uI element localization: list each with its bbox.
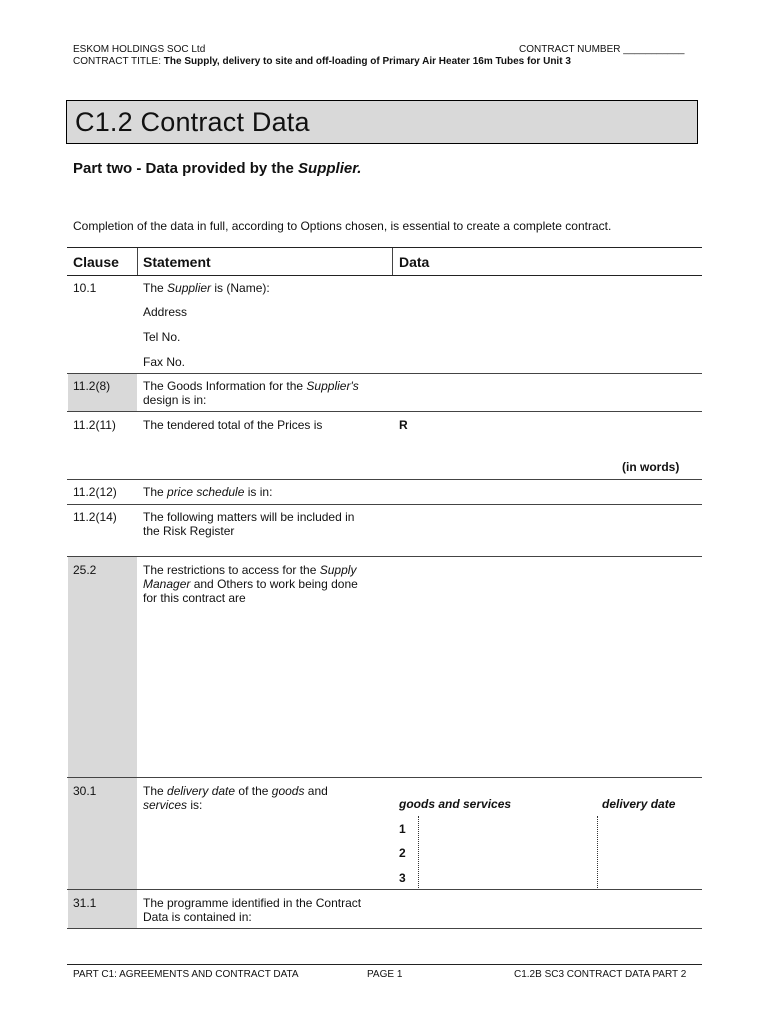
statement-tendered-total: The tendered total of the Prices is xyxy=(143,418,323,432)
text: The programme identified in the Contract xyxy=(143,896,362,910)
row-rule xyxy=(67,479,702,480)
text: The xyxy=(143,281,168,295)
header-divider-2 xyxy=(392,248,393,275)
delivery-col-divider xyxy=(418,816,419,888)
subtitle-prefix: Part two - Data provided by the xyxy=(73,160,299,177)
row-rule xyxy=(67,556,702,557)
company-name: ESKOM HOLDINGS SOC Ltd xyxy=(73,44,206,55)
statement-goods-information xyxy=(143,379,383,407)
text-italic: services xyxy=(143,798,188,812)
text: and xyxy=(304,784,328,798)
text: for this contract are xyxy=(143,591,246,605)
text: The xyxy=(143,784,168,798)
contract-number-label: CONTRACT NUMBER ___________ xyxy=(519,44,685,55)
row-rule xyxy=(67,411,702,412)
contract-title-value: The Supply, delivery to site and off-loading of Primary Air Heater 16m Tubes for Unit 3 xyxy=(163,56,571,67)
statement-supplier-name xyxy=(143,281,270,295)
text: the Risk Register xyxy=(143,524,235,538)
text-italic: Supply xyxy=(319,563,357,577)
clause-25-2: 25.2 xyxy=(73,563,97,577)
text: and Others to work being done xyxy=(190,577,358,591)
text: The xyxy=(143,485,168,499)
table-header-rule xyxy=(67,275,702,276)
text-italic: Supplier's xyxy=(306,379,359,393)
text: is in: xyxy=(244,485,273,499)
col-header-data: Data xyxy=(399,254,430,270)
text: of the xyxy=(235,784,272,798)
currency-symbol: R xyxy=(399,418,408,432)
clause-11-2-11: 11.2(11) xyxy=(73,418,116,432)
delivery-col-divider xyxy=(597,816,598,888)
text: The Goods Information for the xyxy=(143,379,307,393)
intro-text: Completion of the data in full, according to Options chosen, is essential to create a complete contract. xyxy=(73,219,612,233)
text: The following matters will be included in xyxy=(143,510,355,524)
subtitle xyxy=(73,160,361,177)
text-italic: Supplier xyxy=(167,281,212,295)
statement-programme xyxy=(143,896,361,924)
text-italic: delivery date xyxy=(167,784,236,798)
statement-tel: Tel No. xyxy=(143,330,181,344)
table-top-rule xyxy=(67,247,702,248)
clause-30-1: 30.1 xyxy=(73,784,97,798)
delivery-item-3: 3 xyxy=(399,871,406,885)
text: is (Name): xyxy=(211,281,270,295)
contract-title xyxy=(73,56,571,68)
text: The restrictions to access for the xyxy=(143,563,320,577)
row-rule xyxy=(67,504,702,505)
statement-fax: Fax No. xyxy=(143,355,186,369)
header-divider-1 xyxy=(137,248,138,275)
clause-10-1: 10.1 xyxy=(73,281,97,295)
footer-doc-ref: C1.2B SC3 CONTRACT DATA PART 2 xyxy=(514,969,687,980)
in-words-label: (in words) xyxy=(622,460,680,474)
delivery-item-2: 2 xyxy=(399,846,406,860)
col-header-clause: Clause xyxy=(73,254,119,270)
text-italic: goods xyxy=(271,784,305,798)
page-title-box xyxy=(66,100,698,144)
text-italic: price schedule xyxy=(167,485,245,499)
row-rule xyxy=(67,373,702,374)
text-italic: Manager xyxy=(143,577,191,591)
page-title: C1.2 Contract Data xyxy=(75,107,310,137)
clause-11-2-14: 11.2(14) xyxy=(73,510,117,524)
clause-11-2-12: 11.2(12) xyxy=(73,485,117,499)
text: is: xyxy=(187,798,203,812)
text: design is in: xyxy=(143,393,207,407)
subtitle-italic: Supplier. xyxy=(298,160,362,177)
statement-address: Address xyxy=(143,305,188,319)
footer-rule xyxy=(67,964,702,965)
contract-title-label: CONTRACT TITLE: xyxy=(73,56,161,67)
col-delivery-date: delivery date xyxy=(602,797,676,811)
statement-delivery-date xyxy=(143,784,328,812)
col-goods-and-services: goods and services xyxy=(399,797,512,811)
col-header-statement: Statement xyxy=(143,254,211,270)
text: Data is contained in: xyxy=(143,910,252,924)
row-rule xyxy=(67,889,702,890)
statement-access-restrictions xyxy=(143,563,358,605)
clause-shade-25-2 xyxy=(68,557,137,777)
footer-page-number: PAGE 1 xyxy=(367,969,403,980)
delivery-item-1: 1 xyxy=(399,822,406,836)
statement-price-schedule xyxy=(143,485,272,499)
table-bottom-rule xyxy=(67,928,702,929)
row-rule xyxy=(67,777,702,778)
statement-risk-register xyxy=(143,510,354,538)
clause-11-2-8: 11.2(8) xyxy=(73,379,111,393)
clause-31-1: 31.1 xyxy=(73,896,97,910)
footer-part: PART C1: AGREEMENTS AND CONTRACT DATA xyxy=(73,969,299,980)
